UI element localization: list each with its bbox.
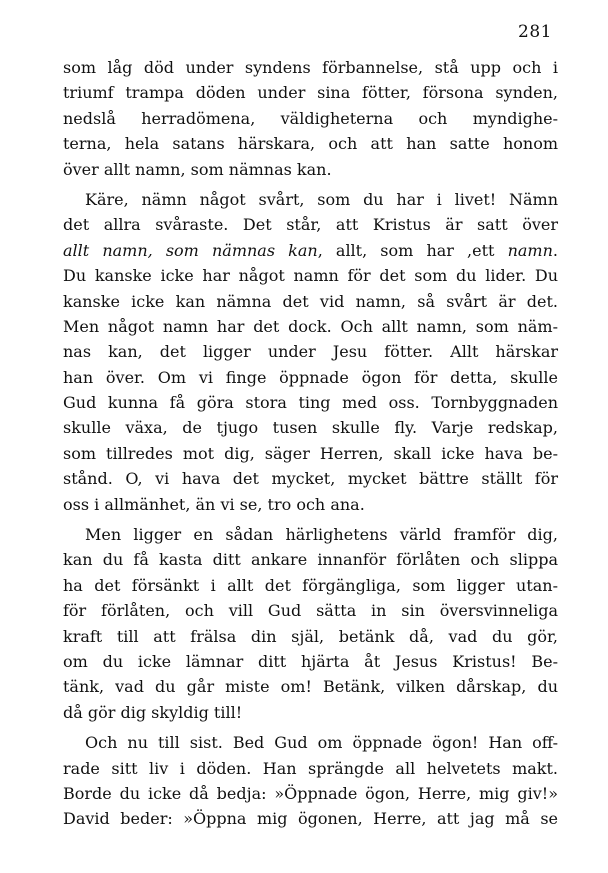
text-line: tänk, vad du går miste om! Betänk, vilken dårskap, du	[63, 677, 558, 697]
text-line: Men något namn har det dock. Och allt namn, som näm-	[63, 316, 558, 336]
text-line: triumf trampa döden under sina fötter, försona synden,	[63, 83, 558, 103]
text-line: kan du få kasta ditt ankare innanför förlåten och slippa	[63, 550, 558, 570]
text-line: oss i allmänhet, än vi se, tro och ana.	[63, 494, 365, 514]
text-line: Och nu till sist. Bed Gud om öppnade ögon! Han off-	[85, 733, 558, 753]
text-line: kraft till att frälsa din själ, betänk då, vad du gör,	[63, 626, 558, 646]
text-line: han över. Om vi finge öppnade ögon för detta, skulle	[63, 367, 558, 387]
body-text	[63, 55, 558, 832]
text-line: Du kanske icke har något namn för det som du lider. Du	[63, 266, 558, 286]
paragraph	[63, 187, 558, 517]
text-line	[63, 238, 558, 263]
text-line: Gud kunna få göra stora ting med oss. Tornbyggnaden	[63, 393, 558, 413]
text-line: Men ligger en sådan härlighetens värld framför dig,	[85, 525, 558, 545]
text-line: Borde du icke då bedja: »Öppnade ögon, Herre, mig giv!»	[63, 783, 558, 803]
text-line: rade sitt liv i döden. Han sprängde all helvetets makt.	[63, 758, 558, 778]
text-line: stånd. O, vi hava det mycket, mycket bättre ställt för	[63, 469, 558, 489]
text-run: .	[552, 240, 558, 260]
text-line: David beder: »Öppna mig ögonen, Herre, att jag må se	[63, 809, 558, 829]
paragraph	[63, 730, 558, 832]
text-line: terna, hela satans härskara, och att han satte honom	[63, 134, 558, 154]
text-line: då gör dig skyldig till!	[63, 702, 243, 722]
paragraph	[63, 522, 558, 725]
text-line: som låg död under syndens förbannelse, stå upp och i	[63, 58, 558, 77]
italic-phrase: namn	[507, 240, 553, 260]
text-line: som tillredes mot dig, säger Herren, skall icke hava be-	[63, 443, 558, 463]
text-line: nas kan, det ligger under Jesu fötter. Allt härskar	[63, 342, 558, 362]
page-number: 281	[518, 22, 552, 42]
text-line: om du icke lämnar ditt hjärta åt Jesus Kristus! Be-	[63, 651, 558, 671]
text-line: för förlåten, och vill Gud sätta in sin översvinneliga	[63, 601, 558, 621]
text-line: över allt namn, som nämnas kan.	[63, 159, 332, 179]
text-line: nedslå herradömena, väldigheterna och myndighe-	[63, 108, 558, 128]
text-line: skulle växa, de tjugo tusen skulle fly. Varje redskap,	[63, 418, 558, 438]
italic-phrase: allt namn, som nämnas kan	[63, 240, 318, 260]
text-run: , allt, som har ,ett	[317, 240, 508, 260]
text-line: ha det försänkt i allt det förgängliga, som ligger utan-	[63, 575, 558, 595]
text-line: Käre, nämn något svårt, som du har i livet! Nämn	[85, 189, 558, 209]
text-line: kanske icke kan nämna det vid namn, så svårt är det.	[63, 291, 558, 311]
text-line: det allra svåraste. Det står, att Kristus är satt över	[63, 215, 558, 235]
paragraph	[63, 55, 558, 182]
